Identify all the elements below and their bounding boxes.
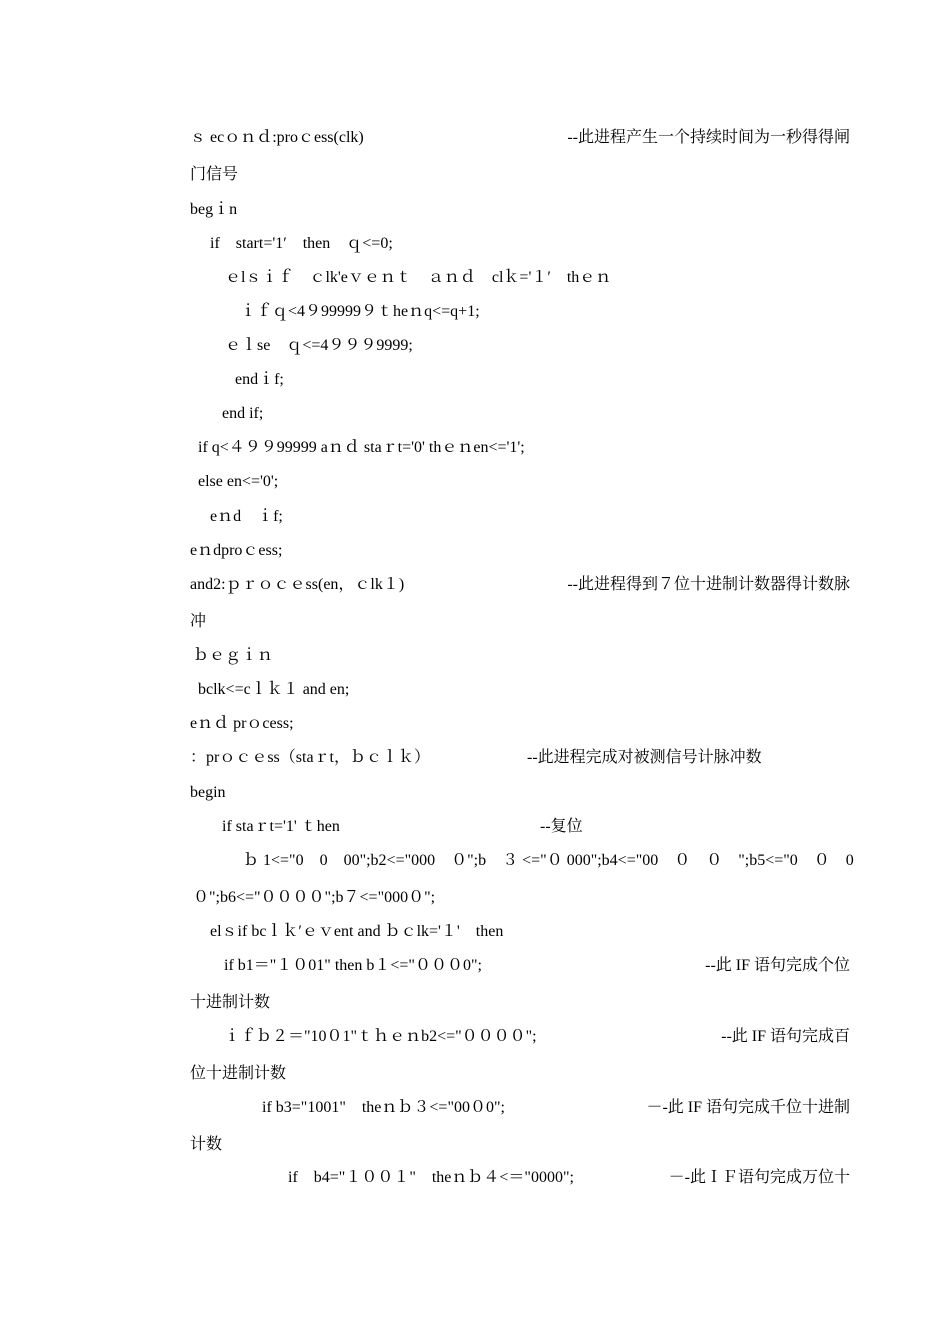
- code-line: ｉｆｑ<4９99999９ｔheｎq<=q+1;: [240, 303, 480, 320]
- code-comment: --此进程完成对被测信号计脉冲数: [527, 749, 762, 766]
- code-line: 位十进制计数: [190, 1065, 287, 1082]
- code-comment: --此进程产生一个持续时间为一秒得得闸: [567, 129, 850, 146]
- code-comment: －-此ＩＦ语句完成万位十: [668, 1169, 850, 1186]
- code-line: ：prｏｃｅss（staｒt，ｂｃｌｋ）: [190, 749, 431, 766]
- code-line: ０";b6<="００００";b７<="000０";: [193, 889, 436, 906]
- code-line: eｎdproｃess;: [190, 542, 283, 559]
- code-line: if b3="1001" theｎｂ３<="00０0";: [262, 1099, 505, 1116]
- code-line: 十进制计数: [190, 994, 271, 1011]
- code-line: 计数: [190, 1136, 223, 1153]
- code-line: endｉf;: [235, 371, 284, 388]
- code-line: ｅｌse ｑ<=4９９９9999;: [225, 337, 413, 354]
- code-line: and2:ｐｒｏｃｅss(en，ｃlk１): [190, 576, 405, 593]
- code-line: ｅlｓｉｆ ｃlk'eｖｅｎｔ ａｎｄ clｋ='１′ thｅｎ: [225, 269, 612, 286]
- code-comment: --此 IF 语句完成百: [721, 1028, 850, 1045]
- code-line: bclk<=cｌｋ１ and en;: [198, 681, 350, 698]
- code-line: eｎｄ prｏcess;: [190, 715, 294, 732]
- code-line: ｓ ecｏｎｄ:proｃess(clk): [190, 129, 364, 146]
- code-line: if start='1′ then ｑ<=0;: [210, 235, 393, 252]
- code-line: if b1＝"１０01" then b１<="０００0";: [224, 957, 482, 974]
- code-line: if q<４９９99999 aｎｄ staｒt='0' thｅｎen<='1';: [198, 439, 525, 456]
- code-comment: --此进程得到７位十进制计数器得计数脉: [567, 576, 850, 593]
- code-line: begｉn: [190, 201, 238, 218]
- code-line: else en<='0';: [198, 473, 279, 490]
- code-line: ｂｅｇｉｎ: [193, 647, 274, 664]
- code-line: if staｒt='1' ｔhen: [222, 818, 340, 835]
- code-comment: --此 IF 语句完成个位: [705, 957, 850, 974]
- code-line: 冲: [190, 613, 207, 630]
- code-line: 门信号: [190, 166, 239, 183]
- code-line: ｉｆｂ２＝"10０1"ｔｈｅｎb2<="００００";: [224, 1028, 537, 1045]
- code-line: eｎd ｉf;: [210, 508, 283, 525]
- code-line: end if;: [222, 405, 264, 422]
- code-comment: －-此 IF 语句完成千位十进制: [646, 1099, 850, 1116]
- code-line: begin: [190, 784, 226, 801]
- code-line: if b4="１００１" theｎｂ４<＝"0000";: [288, 1169, 574, 1186]
- code-line: ｂ 1<="0 0 00";b2<="000 ０";b ３ <="０ 000";b4<="00 ０ ０ ";b5<="0 ０ 0: [243, 852, 854, 869]
- code-line: elｓif bcｌｋ′ｅｖent and ｂｃlk='１' then: [210, 923, 504, 940]
- code-comment: --复位: [540, 818, 583, 835]
